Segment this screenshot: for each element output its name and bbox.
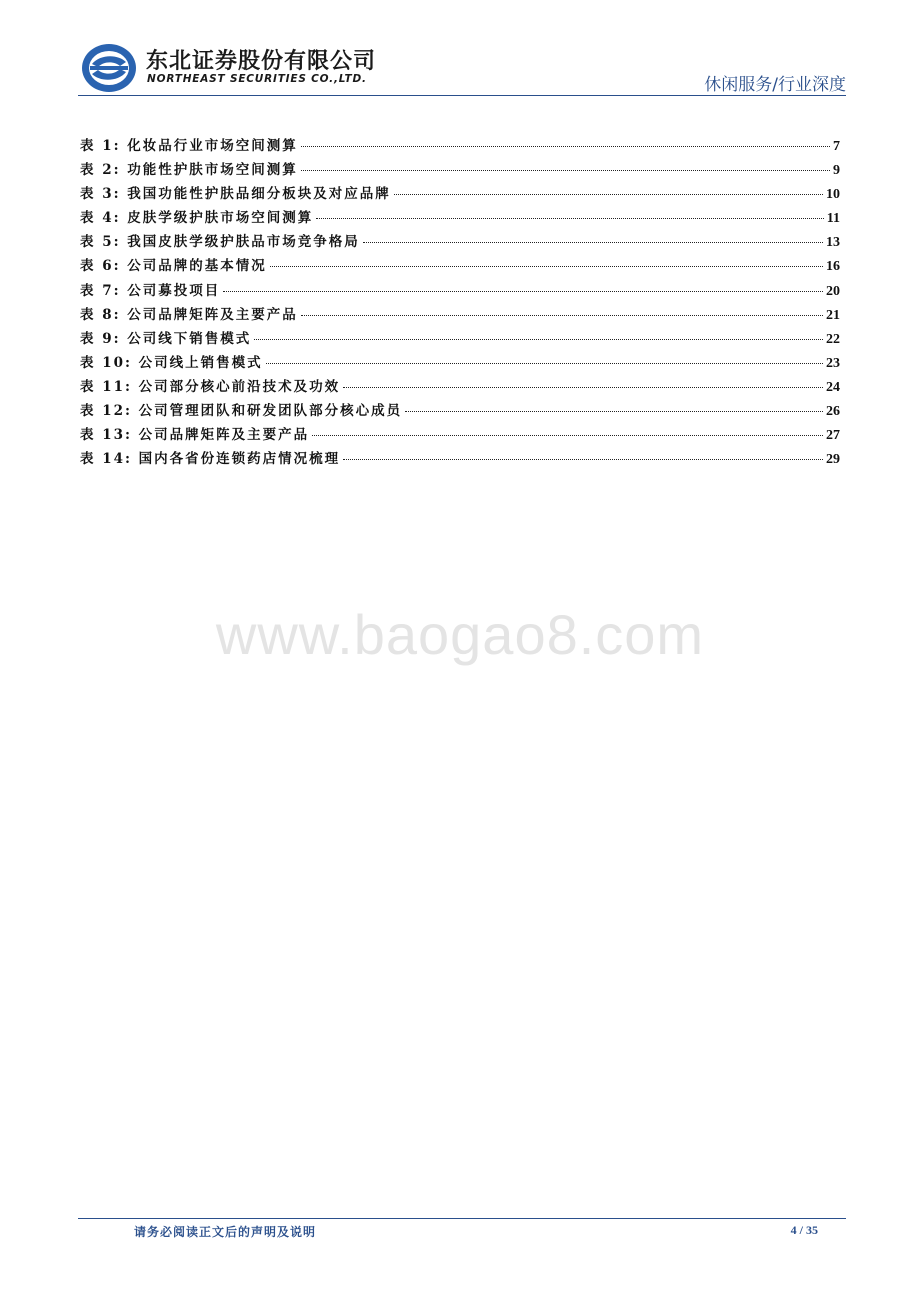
toc-entry-label: 表 3: 我国功能性护肤品细分板块及对应品牌: [80, 186, 391, 203]
toc-entry-label: 表 5: 我国皮肤学级护肤品市场竞争格局: [80, 234, 360, 251]
page-header: [0, 0, 920, 100]
toc-entry[interactable]: [80, 303, 840, 327]
toc-entry-page: 29: [826, 452, 840, 468]
toc-entry-label: 表 14: 国内各省份连锁药店情况梳理: [80, 451, 341, 468]
toc-entry-label: 表 9: 公司线下销售模式: [80, 330, 252, 347]
toc-dot-leader: [312, 435, 823, 436]
toc-entry[interactable]: [80, 230, 840, 254]
toc-entry-label: 表 7: 公司募投项目: [80, 282, 221, 299]
toc-dot-leader: [363, 242, 823, 243]
toc-dot-leader: [343, 387, 823, 388]
toc-entry-page: 13: [826, 235, 840, 251]
header-divider: [78, 95, 846, 96]
toc-entry[interactable]: [80, 182, 840, 206]
toc-entry-label: 表 11: 公司部分核心前沿技术及功效: [80, 378, 341, 395]
toc-entry-page: 10: [826, 187, 840, 203]
toc-entry-page: 11: [826, 211, 840, 227]
footer-divider: [78, 1218, 846, 1219]
toc-entry[interactable]: [80, 327, 840, 351]
toc-entry-page: 27: [826, 428, 840, 444]
toc-entry[interactable]: [80, 375, 840, 399]
toc-entry[interactable]: [80, 158, 840, 182]
company-name-en: NORTHEAST SECURITIES CO.,LTD.: [147, 73, 367, 85]
toc-dot-leader: [301, 146, 830, 147]
toc-entry-label: 表 8: 公司品牌矩阵及主要产品: [80, 306, 298, 323]
toc-dot-leader: [394, 194, 823, 195]
toc-entry[interactable]: [80, 399, 840, 423]
toc-entry-label: 表 1: 化妆品行业市场空间测算: [80, 138, 298, 154]
toc-dot-leader: [316, 218, 823, 219]
toc-dot-leader: [254, 339, 823, 340]
northeast-securities-logo-icon: [80, 42, 138, 94]
toc-entry[interactable]: [80, 447, 840, 471]
toc-entry-page: 7: [833, 139, 840, 154]
toc-entry-label: 表 2: 功能性护肤市场空间测算: [80, 162, 298, 179]
toc-entry-label: 表 4: 皮肤学级护肤市场空间测算: [80, 210, 314, 227]
company-name-cn: 东北证券股份有限公司: [146, 49, 377, 74]
toc-entry-page: 21: [826, 307, 840, 323]
toc-entry-page: 24: [826, 379, 840, 395]
footer-disclaimer: 请务必阅读正文后的声明及说明: [134, 1225, 317, 1239]
toc-dot-leader: [270, 266, 823, 267]
toc-dot-leader: [223, 291, 823, 292]
toc-dot-leader: [405, 411, 823, 412]
toc-dot-leader: [343, 459, 823, 460]
report-section-title: 休闲服务/行业深度: [704, 75, 846, 95]
table-of-tables: [80, 134, 840, 471]
toc-entry-page: 9: [833, 163, 840, 179]
toc-entry[interactable]: [80, 279, 840, 303]
page-number: 4 / 35: [790, 1223, 818, 1237]
toc-entry[interactable]: [80, 134, 840, 158]
toc-entry[interactable]: [80, 254, 840, 278]
toc-entry-page: 26: [826, 404, 840, 420]
toc-entry[interactable]: [80, 351, 840, 375]
toc-dot-leader: [301, 170, 830, 171]
toc-entry-label: 表 13: 公司品牌矩阵及主要产品: [80, 427, 310, 444]
toc-entry[interactable]: [80, 206, 840, 230]
toc-entry-page: 22: [826, 331, 840, 347]
toc-entry-label: 表 12: 公司管理团队和研发团队部分核心成员: [80, 403, 403, 420]
toc-dot-leader: [301, 315, 823, 316]
watermark: www.baogao8.com: [215, 603, 705, 666]
toc-dot-leader: [266, 363, 823, 364]
toc-entry[interactable]: [80, 423, 840, 447]
toc-entry-page: 23: [826, 355, 840, 371]
toc-entry-label: 表 10: 公司线上销售模式: [80, 354, 263, 371]
toc-entry-label: 表 6: 公司品牌的基本情况: [80, 258, 267, 275]
toc-entry-page: 16: [826, 259, 840, 275]
toc-entry-page: 20: [826, 283, 840, 299]
